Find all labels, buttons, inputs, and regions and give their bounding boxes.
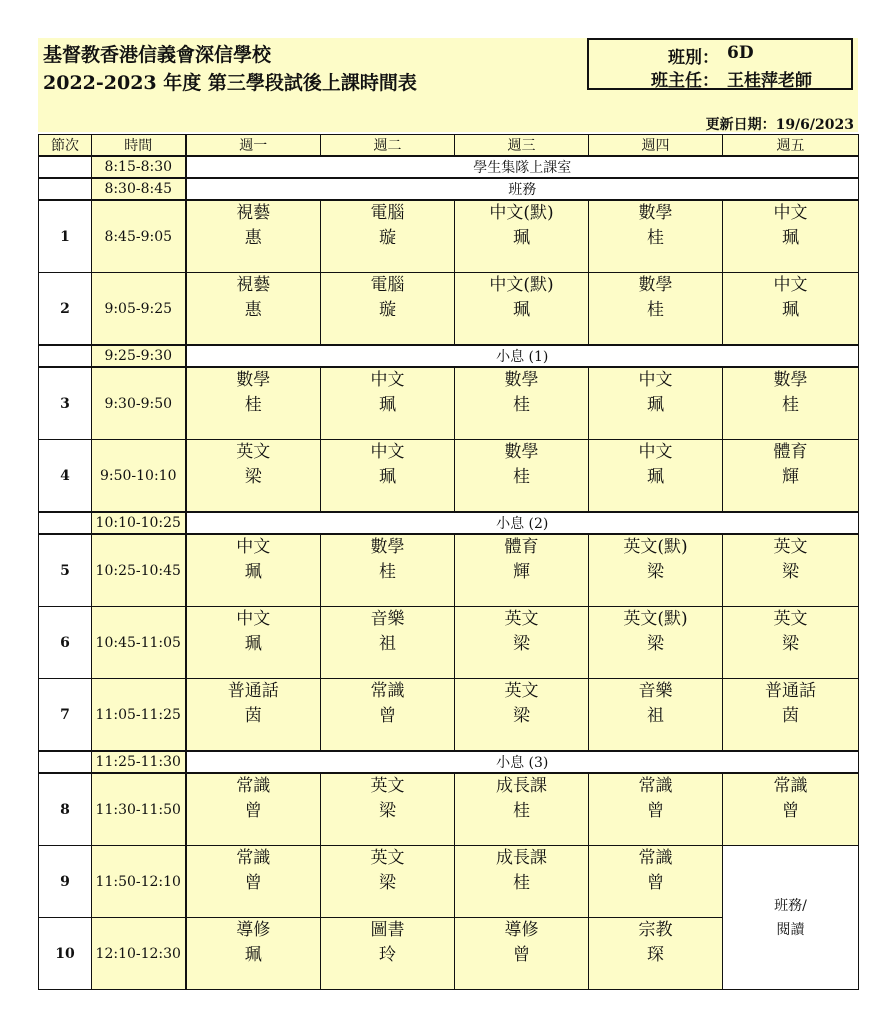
teacher-name: 琛 <box>647 945 664 965</box>
lesson-cell-content <box>589 368 722 439</box>
period-row <box>39 773 859 846</box>
column-header-row <box>39 135 859 157</box>
subject-name: 英文 <box>504 681 539 701</box>
lesson-cell <box>589 534 723 607</box>
period-row <box>39 607 859 679</box>
subject-name: 常識 <box>370 681 405 701</box>
teacher-name: 桂 <box>513 395 530 415</box>
subject-name: 電腦 <box>370 275 405 295</box>
subject-name: 體育 <box>773 442 808 462</box>
strip-time: 10:10-10:25 <box>92 512 186 534</box>
lesson-cell-content <box>723 679 858 750</box>
lesson-cell-content <box>187 679 321 750</box>
lesson-cell-content <box>187 846 321 917</box>
teacher-name: 祖 <box>647 706 664 726</box>
teacher-name: 玲 <box>379 945 396 965</box>
empty-period-cell <box>39 345 92 367</box>
lesson-cell <box>589 367 723 440</box>
periods-block-8-10 <box>39 773 859 990</box>
teacher-name: 桂 <box>513 873 530 893</box>
subject-name: 音樂 <box>638 681 673 701</box>
lesson-cell <box>321 679 455 752</box>
lesson-cell <box>723 367 859 440</box>
lesson-cell <box>186 440 321 513</box>
lesson-cell <box>455 440 589 513</box>
recess-row-3 <box>39 751 859 773</box>
lesson-cell <box>186 773 321 846</box>
period-time: 10:25-10:45 <box>92 534 186 607</box>
lesson-cell-content <box>455 774 588 845</box>
lesson-cell-content <box>723 535 858 606</box>
lesson-cell <box>455 367 589 440</box>
strip-text: 學生集隊上課室 <box>186 156 859 178</box>
subject-name: 數學 <box>504 370 539 390</box>
teacher-name: 輝 <box>513 562 530 582</box>
lesson-cell-content <box>589 774 722 845</box>
periods-block-3-4 <box>39 367 859 512</box>
lesson-cell <box>321 918 455 990</box>
period-time: 8:45-9:05 <box>92 200 186 273</box>
timetable <box>38 134 859 990</box>
subject-name: 英文 <box>236 442 271 462</box>
lesson-cell-content <box>455 535 588 606</box>
subject-name: 中文(默) <box>489 203 554 223</box>
empty-period-cell <box>39 512 92 534</box>
teacher-name: 珮 <box>244 945 262 965</box>
teacher-value: 王桂萍老師 <box>727 71 812 91</box>
periods-block-5-7 <box>39 534 859 751</box>
lesson-cell-content <box>187 368 321 439</box>
period-number: 6 <box>39 607 92 679</box>
teacher-name: 桂 <box>379 562 396 582</box>
lesson-cell-content <box>455 368 588 439</box>
day-header: 週五 <box>723 135 859 157</box>
teacher-name: 曾 <box>379 706 396 726</box>
lesson-cell <box>455 773 589 846</box>
subject-name: 電腦 <box>370 203 405 223</box>
teacher-name: 曾 <box>782 801 799 821</box>
day-header: 週一 <box>186 135 321 157</box>
term-title: 2022-2023 年度 第三學段試後上課時間表 <box>43 72 417 94</box>
empty-period-cell <box>39 156 92 178</box>
teacher-name: 曾 <box>513 945 530 965</box>
lesson-cell-content <box>723 273 858 344</box>
subject-name: 英文 <box>504 609 539 629</box>
teacher-name: 梁 <box>513 634 530 654</box>
lesson-cell-content <box>321 679 454 750</box>
teacher-name: 梁 <box>379 873 396 893</box>
period-number: 8 <box>39 773 92 846</box>
subject-name: 英文(默) <box>623 537 688 557</box>
teacher-name: 惠 <box>244 300 262 320</box>
teacher-name: 珮 <box>513 300 530 320</box>
lesson-cell-content <box>187 440 321 511</box>
subject-name: 常識 <box>638 848 673 868</box>
lesson-cell-content <box>589 679 722 750</box>
lesson-cell <box>321 440 455 513</box>
teacher-name: 璇 <box>379 300 396 320</box>
lesson-cell <box>455 273 589 346</box>
time-header: 時間 <box>92 135 186 157</box>
lesson-cell-content <box>589 440 722 511</box>
lesson-cell <box>186 367 321 440</box>
teacher-name: 梁 <box>513 706 530 726</box>
lesson-cell-content <box>589 535 722 606</box>
strip-text: 小息 (1) <box>186 345 859 367</box>
lesson-cell-content <box>455 918 588 989</box>
teacher-name: 珮 <box>379 395 396 415</box>
lesson-cell <box>321 273 455 346</box>
lesson-cell-content <box>321 774 454 845</box>
teacher-name: 珮 <box>379 467 396 487</box>
teacher-label: 班主任： <box>651 71 719 91</box>
period-time: 11:30-11:50 <box>92 773 186 846</box>
lesson-cell <box>589 773 723 846</box>
teacher-name: 珮 <box>244 562 262 582</box>
period-row <box>39 440 859 513</box>
lesson-cell-content <box>723 440 858 511</box>
strip-text: 小息 (2) <box>186 512 859 534</box>
teacher-name: 桂 <box>244 395 262 415</box>
subject-name: 數學 <box>638 275 673 295</box>
recess-row-2 <box>39 512 859 534</box>
teacher-name: 曾 <box>647 801 664 821</box>
teacher-name: 珮 <box>647 467 664 487</box>
subject-name: 中文(默) <box>489 275 554 295</box>
teacher-name: 茵 <box>782 706 799 726</box>
class-info-box <box>587 38 853 90</box>
subject-name: 常識 <box>236 776 271 796</box>
lesson-cell <box>321 607 455 679</box>
subject-name: 中文 <box>370 442 405 462</box>
teacher-name: 祖 <box>379 634 396 654</box>
subject-name: 英文 <box>370 848 405 868</box>
periods-block-1-2 <box>39 200 859 345</box>
lesson-cell <box>186 200 321 273</box>
assembly-row <box>39 156 859 178</box>
lesson-cell <box>723 273 859 346</box>
period-number: 5 <box>39 534 92 607</box>
lesson-cell-content <box>321 607 454 678</box>
lesson-cell-content <box>321 918 454 989</box>
subject-name: 體育 <box>504 537 539 557</box>
period-number: 7 <box>39 679 92 752</box>
lesson-cell <box>723 773 859 846</box>
lesson-cell-content <box>723 368 858 439</box>
lesson-cell <box>589 440 723 513</box>
period-number: 4 <box>39 440 92 513</box>
empty-period-cell <box>39 178 92 200</box>
strip-time: 9:25-9:30 <box>92 345 186 367</box>
teacher-name: 梁 <box>244 467 262 487</box>
class-value: 6D <box>727 43 754 63</box>
period-time: 12:10-12:30 <box>92 918 186 990</box>
friday-merged-cell <box>723 846 859 990</box>
subject-name: 常識 <box>236 848 271 868</box>
teacher-name: 曾 <box>244 873 262 893</box>
subject-name: 中文 <box>773 275 808 295</box>
strip-time: 8:15-8:30 <box>92 156 186 178</box>
teacher-name: 桂 <box>782 395 799 415</box>
lesson-cell-content <box>187 535 321 606</box>
teacher-name: 桂 <box>647 228 664 248</box>
lesson-cell <box>589 200 723 273</box>
lesson-cell-content <box>321 273 454 344</box>
subject-name: 成長課 <box>496 848 547 868</box>
lesson-cell-content <box>455 440 588 511</box>
updated-date: 更新日期：19/6/2023 <box>705 117 854 133</box>
teacher-name: 珮 <box>244 634 262 654</box>
strip-time: 11:25-11:30 <box>92 751 186 773</box>
lesson-cell-content <box>321 846 454 917</box>
lesson-cell-content <box>187 918 321 989</box>
lesson-cell-content <box>455 201 588 272</box>
lesson-cell <box>723 200 859 273</box>
subject-name: 導修 <box>504 920 539 940</box>
class-label: 班別： <box>668 48 719 68</box>
day-header: 週二 <box>321 135 455 157</box>
teacher-name: 珮 <box>782 228 799 248</box>
class-affairs-row <box>39 178 859 200</box>
teacher-name: 曾 <box>647 873 664 893</box>
teacher-name: 梁 <box>647 634 664 654</box>
period-number: 1 <box>39 200 92 273</box>
day-header: 週四 <box>589 135 723 157</box>
lesson-cell <box>321 200 455 273</box>
teacher-name: 曾 <box>244 801 262 821</box>
lesson-cell <box>455 918 589 990</box>
lesson-cell-content <box>187 201 321 272</box>
subject-name: 數學 <box>504 442 539 462</box>
subject-name: 音樂 <box>370 609 405 629</box>
teacher-name: 璇 <box>379 228 396 248</box>
period-time: 9:50-10:10 <box>92 440 186 513</box>
teacher-name: 梁 <box>782 562 799 582</box>
period-time: 11:50-12:10 <box>92 846 186 918</box>
period-row <box>39 367 859 440</box>
school-name: 基督教香港信義會深信學校 <box>43 44 272 66</box>
lesson-cell <box>186 918 321 990</box>
lesson-cell <box>455 534 589 607</box>
teacher-name: 桂 <box>513 467 530 487</box>
lesson-cell-content <box>187 273 321 344</box>
strip-text: 班務 <box>186 178 859 200</box>
subject-name: 視藝 <box>236 203 271 223</box>
lesson-cell-content <box>723 774 858 845</box>
lesson-cell <box>589 846 723 918</box>
period-number: 10 <box>39 918 92 990</box>
lesson-cell-content <box>321 535 454 606</box>
lesson-cell <box>186 607 321 679</box>
empty-period-cell <box>39 751 92 773</box>
timetable-header <box>38 38 858 132</box>
teacher-name: 梁 <box>379 801 396 821</box>
period-row <box>39 679 859 752</box>
lesson-cell-content <box>723 607 858 678</box>
lesson-cell-content <box>589 201 722 272</box>
lesson-cell <box>321 534 455 607</box>
lesson-cell-content <box>455 846 588 917</box>
lesson-cell-content <box>187 774 321 845</box>
subject-name: 中文 <box>370 370 405 390</box>
period-number: 3 <box>39 367 92 440</box>
period-row <box>39 846 859 918</box>
subject-name: 視藝 <box>236 275 271 295</box>
period-row <box>39 534 859 607</box>
lesson-cell <box>186 273 321 346</box>
teacher-name: 輝 <box>782 467 799 487</box>
period-row <box>39 273 859 346</box>
lesson-cell <box>455 846 589 918</box>
lesson-cell <box>723 440 859 513</box>
teacher-name: 珮 <box>513 228 530 248</box>
lesson-cell <box>455 200 589 273</box>
period-time: 9:30-9:50 <box>92 367 186 440</box>
subject-name: 中文 <box>638 370 673 390</box>
subject-name: 中文 <box>773 203 808 223</box>
lesson-cell <box>321 367 455 440</box>
subject-name: 數學 <box>638 203 673 223</box>
subject-name: 宗教 <box>638 920 673 940</box>
lesson-cell-content <box>589 846 722 917</box>
lesson-cell-content <box>589 918 722 989</box>
period-time: 9:05-9:25 <box>92 273 186 346</box>
teacher-name: 桂 <box>647 300 664 320</box>
strip-time: 8:30-8:45 <box>92 178 186 200</box>
lesson-cell <box>589 918 723 990</box>
lesson-cell-content <box>589 607 722 678</box>
subject-name: 成長課 <box>496 776 547 796</box>
teacher-name: 梁 <box>647 562 664 582</box>
strip-text: 小息 (3) <box>186 751 859 773</box>
lesson-cell-content <box>187 607 321 678</box>
lesson-cell <box>455 679 589 752</box>
lesson-cell <box>723 607 859 679</box>
subject-name: 中文 <box>236 537 271 557</box>
teacher-name: 桂 <box>513 801 530 821</box>
period-time: 11:05-11:25 <box>92 679 186 752</box>
lesson-cell-content <box>455 679 588 750</box>
lesson-cell <box>455 607 589 679</box>
teacher-name: 珮 <box>647 395 664 415</box>
period-row <box>39 200 859 273</box>
subject-name: 中文 <box>638 442 673 462</box>
subject-name: 英文 <box>370 776 405 796</box>
teacher-name: 惠 <box>244 228 262 248</box>
merged-line-1: 班務/ <box>774 897 807 914</box>
period-time: 10:45-11:05 <box>92 607 186 679</box>
subject-name: 常識 <box>638 776 673 796</box>
lesson-cell <box>186 534 321 607</box>
subject-name: 普通話 <box>227 681 279 701</box>
lesson-cell <box>186 679 321 752</box>
lesson-cell-content <box>321 368 454 439</box>
lesson-cell <box>589 679 723 752</box>
teacher-name: 梁 <box>782 634 799 654</box>
teacher-name: 珮 <box>782 300 799 320</box>
lesson-cell-content <box>321 201 454 272</box>
lesson-cell <box>723 534 859 607</box>
lesson-cell <box>186 846 321 918</box>
merged-line-2: 閱讀 <box>776 921 805 938</box>
subject-name: 數學 <box>236 370 271 390</box>
lesson-cell <box>321 773 455 846</box>
lesson-cell-content <box>321 440 454 511</box>
lesson-cell-content <box>723 201 858 272</box>
subject-name: 數學 <box>370 537 405 557</box>
subject-name: 中文 <box>236 609 271 629</box>
lesson-cell <box>321 846 455 918</box>
lesson-cell <box>723 679 859 752</box>
lesson-cell-content <box>455 273 588 344</box>
subject-name: 普通話 <box>765 681 816 701</box>
subject-name: 常識 <box>773 776 808 796</box>
subject-name: 英文(默) <box>623 609 688 629</box>
lesson-cell <box>589 607 723 679</box>
day-header: 週三 <box>455 135 589 157</box>
period-number: 2 <box>39 273 92 346</box>
period-header: 節次 <box>39 135 92 157</box>
lesson-cell <box>589 273 723 346</box>
lesson-cell-content <box>589 273 722 344</box>
teacher-name: 茵 <box>244 706 262 726</box>
subject-name: 導修 <box>236 920 271 940</box>
subject-name: 數學 <box>773 370 808 390</box>
subject-name: 圖書 <box>370 920 405 940</box>
lesson-cell-content <box>455 607 588 678</box>
recess-row-1 <box>39 345 859 367</box>
period-number: 9 <box>39 846 92 918</box>
subject-name: 英文 <box>773 537 808 557</box>
subject-name: 英文 <box>773 609 808 629</box>
